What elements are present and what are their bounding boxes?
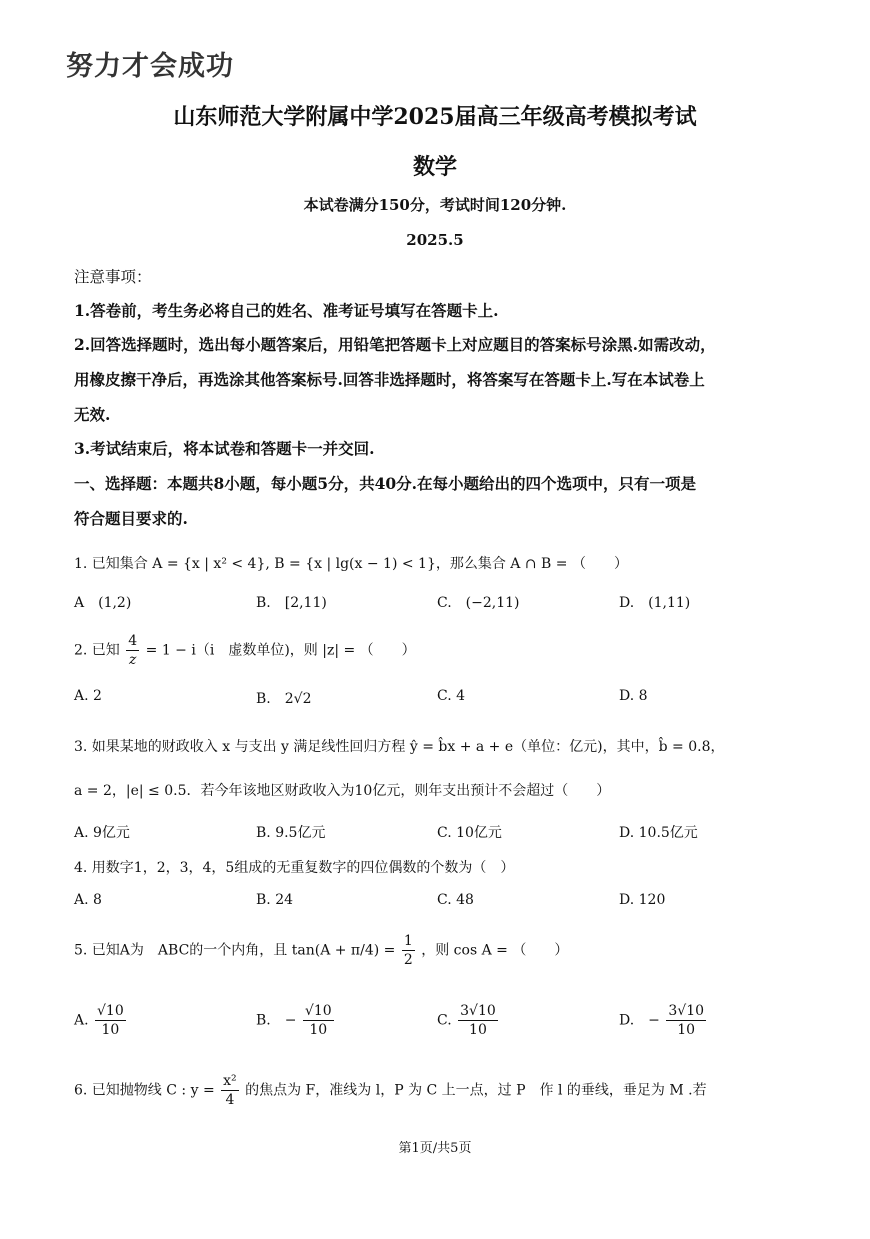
q1-option-a: A (1,2) bbox=[74, 595, 132, 611]
q4-option-a: A. 8 bbox=[74, 892, 102, 908]
exam-date: 2025.5 bbox=[406, 231, 464, 249]
q5-option-d bbox=[619, 1002, 708, 1039]
q5-option-d-fraction bbox=[666, 1002, 706, 1039]
watermark-text: 努力才会成功 bbox=[66, 51, 234, 82]
q5-fraction bbox=[402, 932, 415, 969]
q6-fraction-num: x² bbox=[223, 1073, 237, 1089]
q2-option-d: D. 8 bbox=[619, 688, 648, 704]
q5-option-b-fraction bbox=[303, 1002, 334, 1039]
q5-option-b-den: 10 bbox=[309, 1022, 328, 1038]
question-4: 4. 用数字1，2，3，4，5组成的无重复数字的四位偶数的个数为（ ） bbox=[74, 860, 515, 876]
page-footer: 第1页/共5页 bbox=[398, 1141, 472, 1156]
note-3: 3.考试结束后，将本试卷和答题卡一并交回. bbox=[74, 439, 375, 458]
section-heading-line-1: 一、选择题：本题共8小题，每小题5分，共40分.在每小题给出的四个选项中，只有一项是 bbox=[74, 474, 697, 493]
note-2-line-2: 用橡皮擦干净后，再选涂其他答案标号.回答非选择题时，将答案写在答题卡上.写在本试卷上 bbox=[74, 370, 705, 389]
q4-option-b: B. 24 bbox=[256, 892, 294, 908]
q6-suffix: 的焦点为 F，准线为 l，P 为 C 上一点，过 P 作 l 的垂线，垂足为 M .若 bbox=[245, 1082, 707, 1099]
q2-fraction-den: z bbox=[129, 652, 137, 668]
q2-option-a: A. 2 bbox=[74, 688, 102, 704]
notes-heading: 注意事项： bbox=[74, 268, 152, 286]
q3-option-b: B. 9.5亿元 bbox=[256, 825, 326, 841]
q4-option-c: C. 48 bbox=[437, 892, 474, 908]
q5-option-a-fraction bbox=[95, 1002, 126, 1039]
question-2 bbox=[74, 632, 416, 669]
q6-fraction bbox=[221, 1072, 239, 1109]
q3-option-c: C. 10亿元 bbox=[437, 825, 502, 841]
q5-fraction-den: 2 bbox=[403, 952, 413, 968]
exam-title: 山东师范大学附属中学2025届高三年级高考模拟考试 bbox=[173, 104, 697, 130]
section-heading-line-2: 符合题目要求的. bbox=[74, 509, 188, 528]
q5-fraction-num: 1 bbox=[403, 933, 413, 949]
note-1: 1.答卷前，考生务必将自己的姓名、准考证号填写在答题卡上. bbox=[74, 301, 499, 320]
q2-prefix: 2. 已知 bbox=[74, 642, 120, 659]
q1-option-d: D. (1,11) bbox=[619, 595, 691, 611]
exam-info: 本试卷满分150分，考试时间120分钟. bbox=[303, 196, 567, 214]
question-3-line-1: 3. 如果某地的财政收入 x 与支出 y 满足线性回归方程 ŷ = b̂x + a + e（单位：亿元)，其中，b̂ = 0.8， bbox=[74, 739, 725, 755]
q5-option-a-den: 10 bbox=[101, 1022, 120, 1038]
q5-option-c bbox=[437, 1002, 500, 1039]
q5-option-a-num: √10 bbox=[97, 1003, 124, 1019]
q2-fraction-num: 4 bbox=[128, 633, 138, 649]
question-3-line-2: a = 2，|e| ≤ 0.5．若今年该地区财政收入为10亿元，则年支出预计不会超过（ ） bbox=[74, 783, 611, 799]
question-6 bbox=[74, 1072, 707, 1109]
q6-prefix: 6. 已知抛物线 C : y = bbox=[74, 1082, 215, 1099]
q5-option-b bbox=[256, 1002, 336, 1039]
q5-option-d-label: D. − bbox=[619, 1012, 660, 1029]
q3-option-d: D. 10.5亿元 bbox=[619, 825, 698, 841]
note-2-line-1: 2.回答选择题时，选出每小题答案后，用铅笔把答题卡上对应题目的答案标号涂黑.如需改动， bbox=[74, 335, 716, 354]
q5-option-c-fraction bbox=[458, 1002, 498, 1039]
q5-suffix: ，则 cos A = （ ） bbox=[421, 942, 569, 959]
q6-fraction-den: 4 bbox=[225, 1092, 235, 1108]
q2-suffix: = 1 − i（i 虚数单位)，则 |z| = （ ） bbox=[145, 642, 416, 659]
q5-option-d-num: 3√10 bbox=[668, 1003, 705, 1019]
q5-option-c-num: 3√10 bbox=[460, 1003, 496, 1019]
q2-option-c: C. 4 bbox=[437, 688, 466, 704]
q5-option-a-label: A. bbox=[74, 1012, 89, 1029]
subject-title: 数学 bbox=[412, 154, 457, 180]
note-2-line-3: 无效. bbox=[74, 405, 111, 424]
q5-option-b-num: √10 bbox=[304, 1003, 332, 1019]
question-5 bbox=[74, 932, 568, 969]
q1-option-c: C. (−2,11) bbox=[437, 595, 520, 611]
q5-option-c-den: 10 bbox=[469, 1022, 487, 1038]
q5-option-c-label: C. bbox=[437, 1012, 452, 1029]
q5-option-a bbox=[74, 1002, 128, 1039]
q1-option-b: B. [2,11) bbox=[256, 595, 327, 611]
q5-prefix: 5. 已知A为 ABC的一个内角，且 tan(A + π/4) = bbox=[74, 942, 396, 959]
q5-option-b-label: B. − bbox=[256, 1012, 297, 1029]
q2-fraction bbox=[126, 632, 139, 669]
q4-option-d: D. 120 bbox=[619, 892, 666, 908]
q3-option-a: A. 9亿元 bbox=[74, 825, 130, 841]
question-1: 1. 已知集合 A = {x | x² < 4}, B = {x | lg(x − 1) < 1}，那么集合 A ∩ B = （ ） bbox=[74, 556, 628, 572]
q5-option-d-den: 10 bbox=[677, 1022, 696, 1038]
q2-option-b: B. 2√2 bbox=[256, 691, 312, 707]
